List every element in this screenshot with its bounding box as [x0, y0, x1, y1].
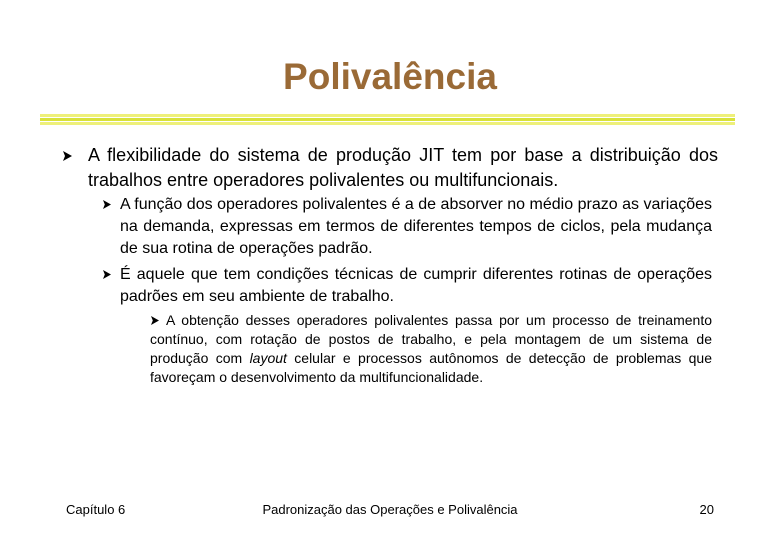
arrowhead-bullet-icon [62, 150, 73, 162]
title-underline-rule [40, 114, 735, 117]
footer-title: Padronização das Operações e Polivalência [262, 502, 518, 517]
bullet-level2-text: A função dos operadores polivalentes é a de absorver no médio prazo as variações na demanda, expressas em termos de diferentes tempos de ciclos, pela mudança de sua rotina de operações padrão. [120, 196, 712, 257]
bullet-level3-text: A obtenção desses operadores polivalentes passa por um processo de treinamento contínuo, com rotação de postos de trabalho, e pela montagem de um sistema de produção com [150, 312, 712, 366]
bullet-level1-text: A flexibilidade do sistema de produção JIT tem por base a distribuição dos trabalhos entre operadores polivalentes ou multifuncionais. [88, 145, 718, 190]
bullet-level3-text-cont: celular e processos autônomos de detecção de problemas que favoreçam o desenvolvimento da multifuncionalidade. [150, 350, 712, 385]
title-underline-rule [40, 122, 735, 125]
arrowhead-bullet-icon [150, 315, 160, 326]
arrowhead-bullet-icon [102, 269, 112, 280]
footer-chapter: Capítulo 6 [66, 502, 126, 517]
bullet-level3-paragraph [150, 311, 712, 387]
slide-title: Polivalência [283, 56, 497, 97]
bullet-level2-text: É aquele que tem condições técnicas de cumprir diferentes rotinas de operações padrões em seu ambiente de trabalho. [120, 266, 712, 305]
bullet-level3-italic: layout [249, 350, 287, 366]
title-underline-rule [40, 118, 735, 121]
footer-page-number: 20 [699, 502, 714, 517]
arrowhead-bullet-icon [102, 199, 112, 210]
